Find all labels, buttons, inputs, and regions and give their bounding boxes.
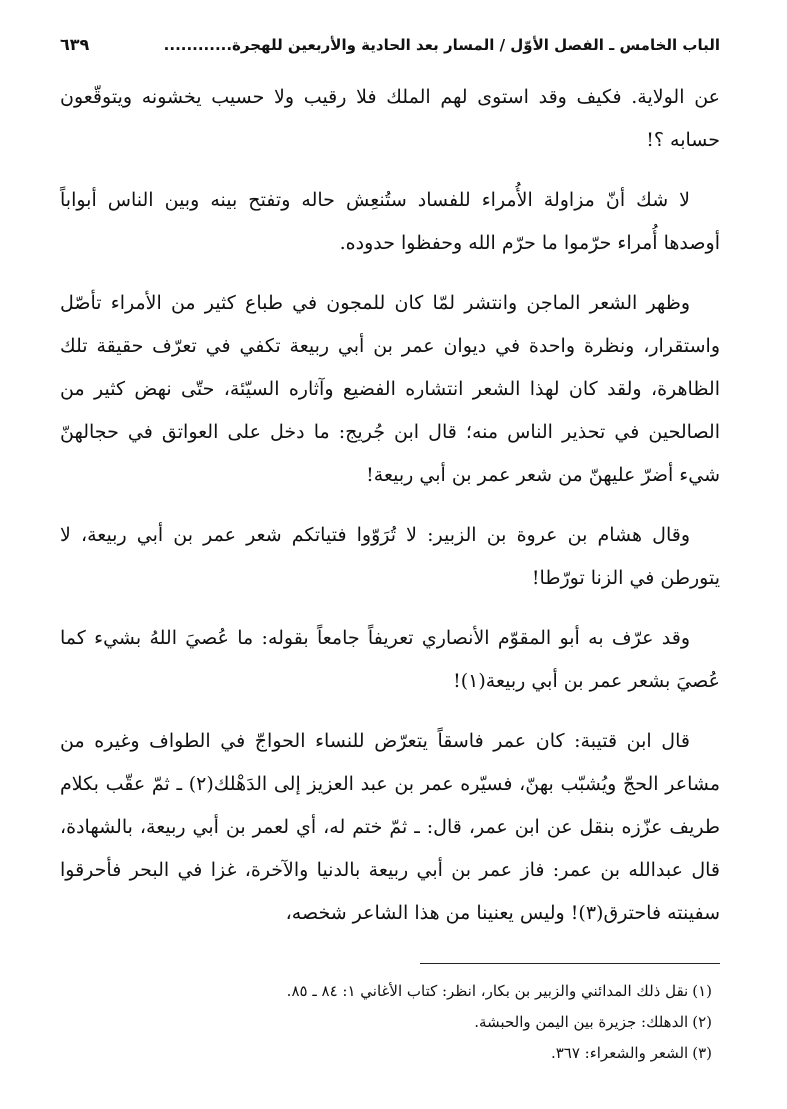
footnote	[60, 976, 720, 1007]
paragraph: وظهر الشعر الماجن وانتشر لمّا كان للمجون في طباع كثير من الأمراء تأصّل واستقرار، ونظرة واحدة في ديوان عمر بن أبي ربيعة تكفي في تعرّف حقيقة تلك الظاهرة، ولقد كان لهذا الشعر انتشاره الفضيع وآثاره السيّئة، حتّى نهض كثير من الصالحين في تحذير الناس منه؛ قال ابن جُريج: ما دخل على العواتق في حجالهنّ شيء أضرّ عليهنّ من شعر عمر بن أبي ربيعة!	[60, 292, 720, 486]
paragraph: عن الولاية. فكيف وقد استوى لهم الملك فلا رقيب ولا حسيب يخشونه ويتوقّعون حسابه ؟!	[60, 86, 720, 151]
running-header	[60, 30, 720, 60]
paragraph: وقد عرّف به أبو المقوّم الأنصاري تعريفاً جامعاً بقوله: ما عُصيَ اللهُ بشيء كما عُصيَ بشعر عمر بن أبي ربيعة(١)!	[60, 627, 720, 692]
header-title: الباب الخامس ـ الفصل الأوّل / المسار بعد الحادية والأربعين للهجرة............	[163, 36, 720, 54]
footnote-number: (٢)	[692, 1013, 712, 1031]
footnote	[60, 1038, 720, 1069]
footnote-number: (٣)	[692, 1044, 712, 1062]
footnote-text: الدهلك: جزيرة بين اليمن والحبشة.	[474, 1013, 689, 1031]
footnotes	[60, 976, 720, 1069]
footnote-divider	[420, 963, 720, 964]
footnote-number: (١)	[692, 982, 712, 1000]
paragraph: لا شك أنّ مزاولة الأُمراء للفساد ستُنعِش حاله وتفتح بينه وبين الناس أبواباً أوصدها أُمراء حرّموا ما حرّم الله وحفظوا حدوده.	[60, 189, 720, 254]
page-number: ٦٣٩	[60, 35, 90, 54]
footnote	[60, 1007, 720, 1038]
footnote-text: الشعر والشعراء: ٣٦٧.	[550, 1044, 689, 1062]
footnote-text: نقل ذلك المدائني والزبير بن بكار، انظر: كتاب الأغاني ١: ٨٤ ـ ٨٥.	[286, 982, 689, 1000]
body-text	[60, 76, 720, 935]
book-page	[60, 30, 720, 1069]
paragraph: قال ابن قتيبة: كان عمر فاسقاً يتعرّض للنساء الحواجّ في الطواف وغيره من مشاعر الحجّ ويُشبّب بهنّ، فسيّره عمر بن عبد العزيز إلى الدَهْلك(٢) ـ ثمّ عقّب بكلام طريف عزّزه بنقل عن ابن عمر، قال: ـ ثمّ ختم له، أي لعمر بن أبي ربيعة، بالشهادة، قال عبدالله بن عمر: فاز عمر بن أبي ربيعة بالدنيا والآخرة، غزا في البحر فأحرقوا سفينته فاحترق(٣)! وليس يعنينا من هذا الشاعر شخصه،	[60, 730, 720, 924]
paragraph: وقال هشام بن عروة بن الزبير: لا تُرَوّوا فتياتكم شعر عمر بن أبي ربيعة، لا يتورطن في الزنا تورّطا!	[60, 524, 720, 589]
